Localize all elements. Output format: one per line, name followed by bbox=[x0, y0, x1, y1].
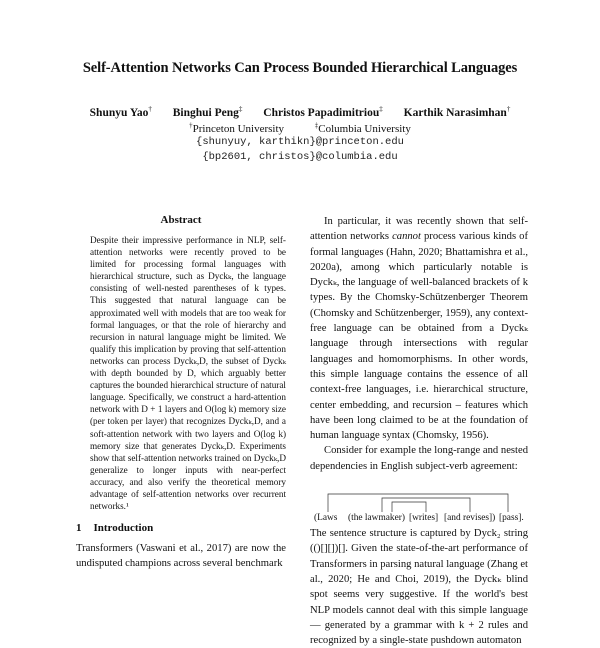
affiliations bbox=[0, 121, 600, 135]
email-columbia: {bp2601, christos}@columbia.edu bbox=[202, 151, 398, 163]
example-token: [and revises]) bbox=[444, 513, 496, 524]
dependency-arc bbox=[392, 502, 426, 512]
example-token: (the lawmaker) bbox=[348, 513, 406, 524]
example-token: [pass]. bbox=[499, 513, 524, 524]
affiliation: ‡Columbia University bbox=[314, 121, 411, 135]
paper-title: Self-Attention Networks Can Process Bounded Hierarchical Languages bbox=[82, 60, 518, 76]
left-column bbox=[76, 214, 286, 582]
abstract-text: Despite their impressive performance in NLP, self-attention networks were recently proved to be limited for processing formal languages with hierarchical structure, such as Dyckₖ, the language consisting of well-nested parentheses of k types. This suggested that natural language can be approximated well with models that are too weak for formal languages, or that the role of hierarchy and recursion in natural language might be limited. We qualify this implication by proving that self-attention networks can process Dyckₖ,D, the subset of Dyckₖ with depth bounded by D, which arguably better captures the bounded hierarchical structure of natural language. Specifically, we construct a hard-attention network with D + 1 layers and O(log k) memory size (per token per layer) that recognizes Dyckₖ,D, and a soft-attention network with two layers and O(log k) memory size that generates Dyckₖ,D. Experiments show that self-attention networks trained on Dyckₖ,D generalize to longer inputs with near-perfect accuracy, and also verify the theoretical memory advantage of self-attention networks over recurrent networks.¹ bbox=[90, 235, 286, 512]
dependency-arc bbox=[328, 494, 508, 512]
paragraph-1: In particular, it was recently shown that self-attention networks cannot process various kinds of formal languages (Hahn, 2020; Bhattamishra et al., 2020a), among which particularly notable is Dyckₖ, the language of well-balanced brackets of k types. By the Chomsky-Schützenberger Theorem (Chomsky and Schützenberger, 1959), any context-free language can be obtained from a Dyckₖ language through intersections with regular languages and homomorphisms. In other words, this simple language contains the essence of all context-free languages, i.e. hierarchical structure, center embedding, and recursion – features which have been long claimed to be at the foundation of human language syntax (Chomsky, 1956). bbox=[310, 216, 528, 442]
agreement-example bbox=[310, 478, 528, 524]
example-token: (Laws bbox=[314, 513, 338, 524]
paragraph-3: The sentence structure is captured by Dyck₂ string (()[][])[]. Given the state-of-the-art performance of Transformers in parsing natural language (Zhang et al., 2020; He and Choi, 2019), the Dyckₖ blind spot seems very suggestive. If the world's best NLP models cannot deal with this simple language — generated by a grammar with k + 2 rules and recognized by a single-state pushdown automaton bbox=[310, 528, 528, 647]
section-number: 1 bbox=[76, 522, 82, 535]
abstract-heading: Abstract bbox=[160, 214, 202, 226]
dependency-diagram bbox=[310, 478, 528, 524]
section-title: Introduction bbox=[93, 522, 154, 535]
author-list bbox=[0, 105, 600, 119]
affiliation: †Princeton University bbox=[189, 121, 285, 135]
email-princeton: {shunyuy, karthikn}@princeton.edu bbox=[196, 136, 404, 148]
author: Christos Papadimitriou‡ bbox=[263, 105, 383, 119]
paragraph-2: Consider for example the long-range and nested dependencies in English subject-verb agreement: bbox=[310, 445, 528, 472]
author: Binghui Peng‡ bbox=[172, 105, 243, 119]
intro-text: Transformers (Vaswani et al., 2017) are now the undisputed champions across several benchmark bbox=[76, 543, 286, 570]
example-token: [writes] bbox=[409, 513, 439, 524]
author: Karthik Narasimhan† bbox=[403, 105, 511, 119]
author: Shunyu Yao† bbox=[89, 105, 152, 119]
right-column bbox=[310, 214, 528, 648]
section-heading bbox=[76, 522, 286, 534]
